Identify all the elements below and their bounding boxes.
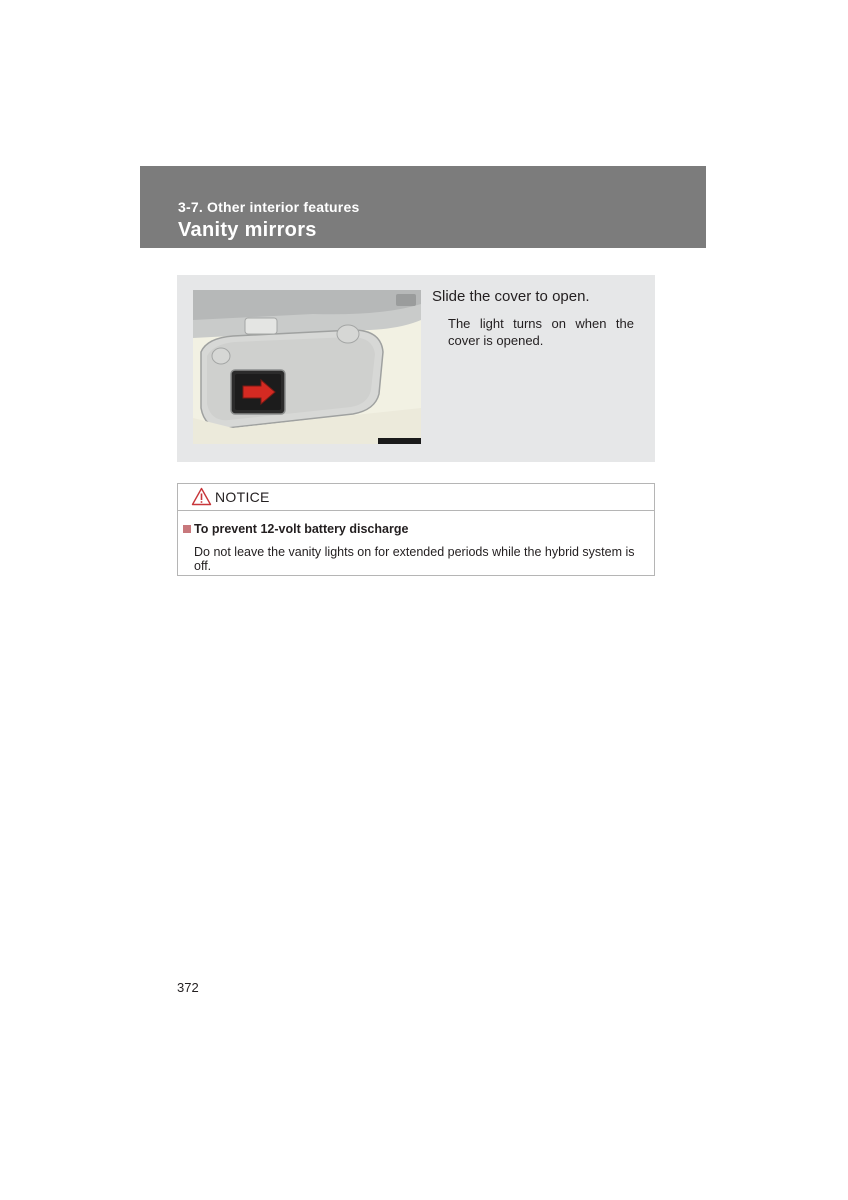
vanity-mirror-illustration bbox=[193, 290, 421, 444]
page-number: 372 bbox=[177, 980, 199, 995]
illustration-code-label bbox=[378, 438, 421, 444]
notice-body: Do not leave the vanity lights on for extended periods while the hybrid system is off. bbox=[194, 545, 635, 573]
section-label: 3-7. Other interior features bbox=[178, 199, 360, 215]
instruction-panel bbox=[177, 275, 655, 462]
step-note: The light turns on when the cover is opened. bbox=[448, 316, 634, 348]
notice-box bbox=[177, 483, 655, 576]
page-title: Vanity mirrors bbox=[178, 219, 317, 241]
bullet-square bbox=[183, 525, 191, 533]
warning-triangle-icon bbox=[191, 487, 212, 506]
notice-header bbox=[178, 484, 654, 511]
notice-title: NOTICE bbox=[215, 489, 270, 505]
notice-subheading: To prevent 12-volt battery discharge bbox=[194, 522, 409, 536]
step-instruction: Slide the cover to open. bbox=[432, 288, 590, 305]
chapter-header bbox=[140, 166, 706, 248]
